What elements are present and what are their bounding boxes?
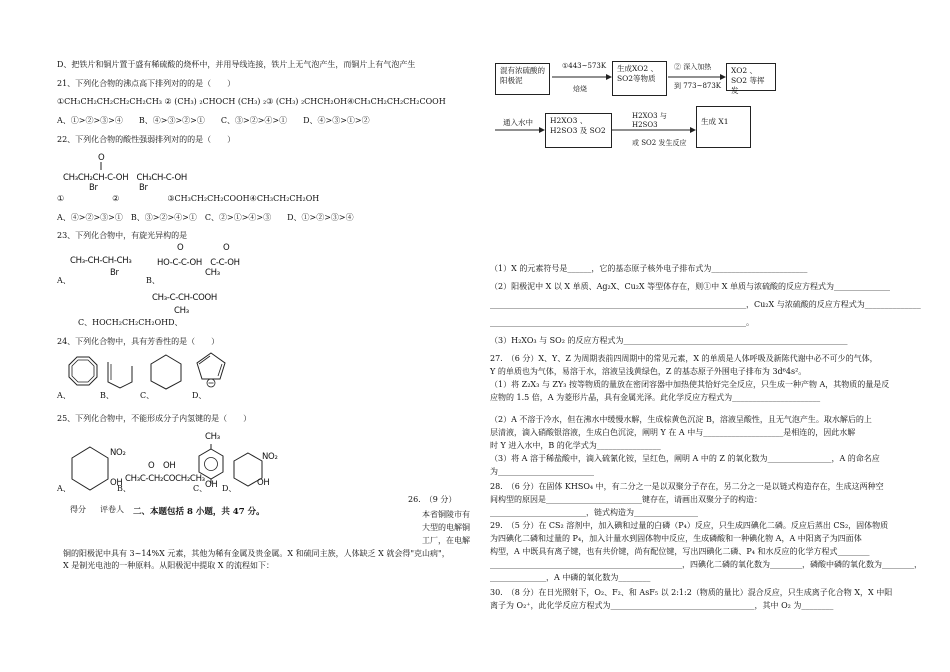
question-28-line-2: 间构型的原因是________________________键存在，请画出双聚分子的构造：	[490, 495, 762, 504]
q25-option-c-label: C、	[193, 484, 208, 493]
question-27-line-5: （2）A 不溶于冷水，但在沸水中缓慢水解，生成棕黄色沉淀 B，溶液呈酸性，且无气泡产生。取水解后的上	[490, 415, 872, 424]
question-25: 25、下列化合物中，不能形成分子内氢键的是（ ）	[57, 414, 252, 423]
question-27-line-4: 应物的 1.5 倍，A 为菱形片晶，具有金属光泽。此化学反应方程式为______________________	[490, 393, 821, 402]
score-label: 得分	[70, 505, 86, 514]
question-27-line-6: 层清液，滴入硝酸银溶液，生成白色沉淀，阐明 Y 在 A 中与____________________是相连的，因此水解	[490, 428, 856, 437]
question-29-line-2: 为四碘化二磷和过量的 P₄，加入计量水到固体物中反应，生成磷酸和一种碘化物 A，A 中阳离子为四面体	[490, 534, 862, 543]
question-27-line-7: 时 Y 进入水中，B 的化学式为________________	[490, 441, 661, 450]
flow-box-volatilize: XO2 、SO2 等挥发	[726, 63, 776, 91]
q25-d-hydroxyl: OH	[257, 478, 270, 488]
option-d: D、把铁片和铜片置于盛有稀硫酸的烧杯中，并用导线连接，铁片上无气泡产生，而铜片上有气泡产生	[57, 60, 416, 69]
q24-option-c-label: C、	[140, 391, 155, 400]
q24-option-d-label: D、	[192, 391, 207, 400]
q25-b-hydroxyl: OH	[163, 461, 176, 471]
flow-box-oxides: 生成XO2 、SO2等物质	[612, 61, 667, 96]
flow-box-acids: H2XO3 、H2SO3 及 SO2	[545, 113, 612, 148]
question-26-heading: 26. （9 分）	[408, 495, 457, 504]
question-23: 23、下列化合物中，有旋光异构的是	[57, 231, 188, 240]
section-2-heading: 二、本题包括 8 小题，共 47 分。	[133, 507, 265, 517]
q26-body-line-1: 铜的阳极泥中具有 3~14%X 元素，其他为稀有金属及贵金属。X 和硫同主族，人体缺乏 X 就会得"克山病"，	[63, 549, 450, 558]
q23-option-d-structure: CH₃-C-CH-COOH	[152, 293, 218, 303]
q25-c-hydroxyl: OH	[205, 480, 218, 490]
q23-bromine: Br	[110, 268, 119, 278]
q22-oxygen-label: O	[98, 153, 105, 163]
question-29-line-1: 29. （5 分）在 CS₂ 溶剂中，加入碘和过量的白磷（P₄）反应，只生成四碘化二磷。反应后蒸出 CS₂，固体物质	[490, 521, 889, 530]
question-30-line-2: 离子为 O₂⁺，此化学反应方程式为____________________________________，其中 O₂ 为________	[490, 601, 834, 610]
q25-b-oxygen: O	[148, 461, 155, 471]
flow-arrow-2-bottom-label: 到 773~873K	[674, 82, 722, 90]
q22-structure: CH₃CH₂CH-C-OH CH₃CH-C-OH	[63, 173, 187, 183]
flow-water-label: 通入水中	[503, 118, 533, 127]
q23-option-c: C、HOCH₂CH₂CH₂OHD、	[78, 318, 183, 327]
question-28-line-3: ________________________，链式构造为________________	[490, 508, 698, 517]
q25-option-a-label: A、	[57, 484, 71, 493]
q23-methyl: CH₃	[205, 268, 220, 278]
q23-oxygen-1: O	[177, 243, 184, 253]
q26-part-2-line-3: ________________________________________________________________。	[490, 318, 754, 327]
q23-option-b-structure: HO-C-C-OH C-C-OH	[157, 258, 240, 268]
q22-double-bond	[100, 162, 102, 170]
q22-bromine-2: Br	[139, 183, 148, 193]
question-21-options: A、①>②>③>④ B、④>③>②>① C、③>②>④>① D、④>③>①>②	[57, 116, 370, 125]
cyclopentadienyl-anion-structure	[196, 352, 228, 392]
question-27-line-2: Y 的单质也为气体，易溶于水，溶液呈浅黄绿色，Z 的基态原子外围电子排布为 3d⁶4s²。	[490, 367, 807, 376]
q23-option-a-label: A、	[57, 276, 71, 285]
q23-option-a-structure: CH₃-CH-CH-CH₃	[70, 256, 132, 266]
question-22-items: ① ② ③CH₃CH₂CH₂COOH④CH₃CH₂CH₂OH	[57, 194, 320, 203]
question-28-line-1: 28. （6 分）在固体 KHSO₄ 中，有二分之一是以双聚分子存在，另二分之一是以链式构造存在，生成这两种空	[490, 482, 884, 491]
question-27-line-3: （1）将 Z₂X₃ 与 ZY₃ 按等物质的量放在密闭容器中加热使其恰好完全反应，只生成一种产物 A，其物质的量是反	[490, 380, 890, 389]
q23-option-b-label: B、	[146, 276, 160, 285]
flow-arrow-2	[668, 74, 726, 80]
q26-part-3: （3）H₂XO₃ 与 SO₂ 的反应方程式为________________________________________________________	[490, 336, 848, 345]
q26-part-1: （1）X 的元素符号是______，它的基态原子核外电子排布式为________________________	[490, 264, 808, 273]
q26-body-line-2: X 是制光电池的一种原料。从阳极泥中提取 X 的流程如下：	[63, 561, 275, 570]
q26-intro-line-1: 本省铜陵市有	[422, 510, 470, 519]
q23-option-d-methyl: CH₃	[174, 306, 189, 316]
question-27-line-8: （3）将 A 溶于稀盐酸中，滴入硫氰化铵，呈红色，阐明 A 中的 Z 的氧化数为________________，A 的命名应	[490, 454, 880, 463]
open-chain-structure	[106, 356, 140, 390]
flow-box-anode-slime: 混有浓硫酸的阳极泥	[495, 63, 550, 95]
flow-box-product: 生成 X1	[696, 106, 751, 148]
cyclooctatetraene-structure	[68, 356, 98, 390]
question-22: 22、下列化合物的酸性强弱排列对的的是（ ）	[57, 135, 236, 144]
nitrocyclohexanol-structure	[70, 446, 110, 492]
question-24: 24、下列化合物中，具有芳香性的是（ ）	[57, 337, 220, 346]
cyclohexene-structure	[150, 354, 184, 390]
q26-part-2-line-2: ________________________________________________________________，Cu₂X 与浓硫酸的反应方程式为______________	[490, 300, 921, 309]
flow-arrow-2-top-label: ② 深入加热	[674, 63, 712, 71]
q26-part-2-line-1: （2）阳极泥中 X 以 X 单质、Ag₂X、Cu₂X 等型体存在，则①中 X 单质与浓硫酸的反应方程式为______________	[490, 282, 890, 291]
question-29-line-5: ______________，A 中磷的氧化数为________	[490, 573, 651, 582]
question-30-line-1: 30. （8 分）在日光照射下，O₂、F₂、和 AsF₅ 以 2:1:2（物质的量比）混合反应，只生成离子化合物 X，X 中阳	[490, 588, 893, 597]
flow-arrow-water	[495, 127, 545, 133]
question-22-options: A、④>②>③>① B、③>②>④>① C、②>①>④>③ D、①>②>③>④	[57, 213, 354, 222]
q25-option-d-label: D、	[222, 484, 237, 493]
question-29-line-4: ________________________________________________，四碘化二磷的氧化数为________，磷酸中磷的氧化数为________，	[490, 560, 922, 569]
question-21-items: ①CH₃CH₂CH₂CH₂CH₂CH₃ ② (CH₃) ₂CHOCH (CH₃) ₂③ (CH₃) ₂CHCH₂OH④CH₃CH₂CH₂CH₂COOH	[57, 97, 446, 106]
flow-arrow-1	[552, 74, 612, 80]
question-27-line-9: 为________________________	[490, 467, 594, 476]
q26-intro-line-2: 大型的电解铜	[422, 523, 470, 532]
q25-b-structure: CH₃C-CH₂COCH₂CH₃	[125, 474, 205, 484]
flow-arrow-3-top-label: H2XO3 与H2SO3	[632, 112, 667, 129]
q23-oxygen-2: O	[223, 243, 230, 253]
question-29-line-3: 构型，A 中既具有离子键，也有共价键，尚有配位键，写出四碘化二磷、P₄ 和水反应的化学方程式________	[490, 547, 870, 556]
q22-bromine-1: Br	[89, 183, 98, 193]
q26-intro-line-3: 工厂，在电解	[422, 536, 470, 545]
flow-arrow-1-bottom-label: 焙烧	[573, 85, 587, 93]
reviewer-label: 评卷人	[100, 505, 124, 514]
q25-c-methyl: CH₃	[205, 432, 220, 442]
question-27-line-1: 27. （6 分）X、Y、Z 为周期表前四周期中的常见元素，X 的单质是人体呼吸及新陈代谢中必不可少的气体，	[490, 354, 878, 363]
q25-a-hydroxyl: OH	[110, 478, 123, 488]
q25-option-b-label: B、	[117, 484, 131, 493]
q24-option-b-label: B、	[100, 391, 114, 400]
question-21: 21、下列化合物的沸点高下排列对的的是（ ）	[57, 79, 236, 88]
flow-arrow-3-bottom-label: 或 SO2 发生反应	[632, 139, 687, 147]
flow-arrow-1-top-label: ①443~573K	[562, 62, 607, 70]
q25-a-nitro: NO₂	[110, 448, 126, 458]
q25-d-nitro: NO₂	[262, 452, 278, 462]
q24-option-a-label: A、	[57, 391, 71, 400]
